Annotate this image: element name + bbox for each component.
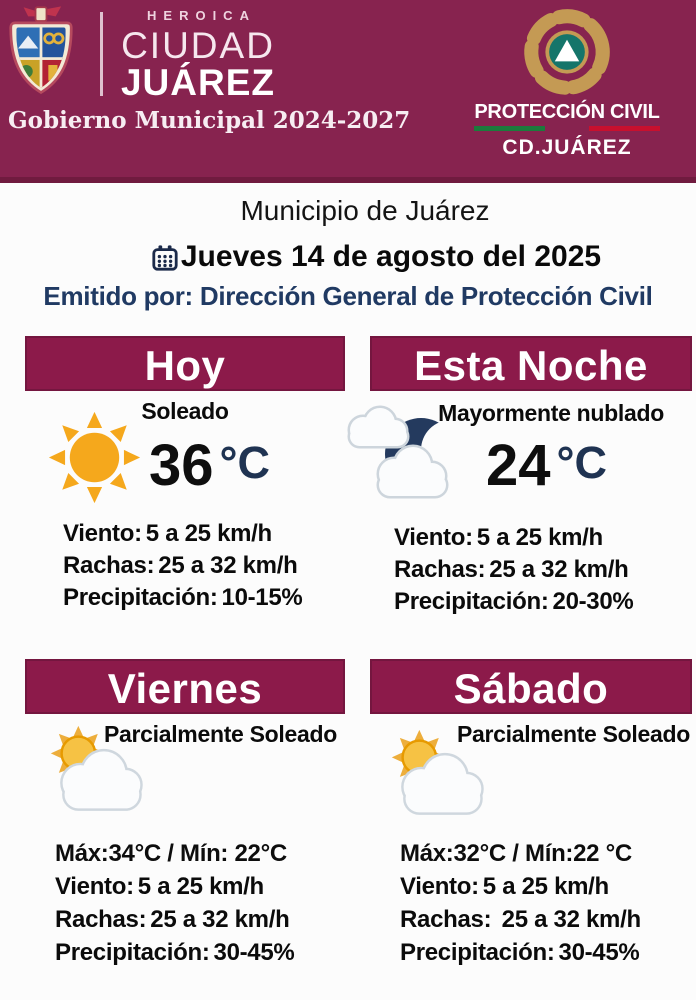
clouds-moon-icon bbox=[338, 402, 473, 512]
condition-label: Mayormente nublado bbox=[438, 400, 664, 426]
proteccion-civil-emblem-icon bbox=[520, 5, 614, 99]
condition-label: Parcialmente Soleado bbox=[103, 721, 337, 747]
heroica-label: HEROICA bbox=[147, 8, 256, 23]
condition-label: Parcialmente Soleado bbox=[456, 721, 690, 747]
temperature bbox=[149, 432, 270, 499]
tricolor-white bbox=[545, 126, 590, 131]
sun-behind-cloud-icon bbox=[39, 719, 157, 829]
city-coat-of-arms-icon bbox=[8, 4, 74, 104]
proteccion-civil-block bbox=[466, 5, 668, 160]
date-label: Jueves 14 de agosto del 2025 bbox=[180, 240, 602, 273]
temperature-unit: °C bbox=[556, 437, 608, 488]
forecast-card-hoy bbox=[25, 336, 345, 626]
forecast-details bbox=[25, 518, 345, 614]
gusts-line: Rachas: 25 a 32 km/h bbox=[55, 906, 290, 933]
tricolor-red bbox=[589, 126, 660, 131]
wind-line: Viento: 5 a 25 km/h bbox=[55, 873, 264, 900]
temperature-value: 24 bbox=[486, 433, 551, 498]
precipitation-line: Precipitación: 30-45% bbox=[55, 939, 295, 966]
gusts-line: Rachas: 25 a 32 km/h bbox=[400, 906, 641, 933]
sun-behind-cloud-icon bbox=[380, 723, 498, 833]
wind-line: Viento: 5 a 25 km/h bbox=[63, 520, 272, 547]
issued-by-label: Emitido por: Dirección General de Protección Civil bbox=[43, 281, 653, 311]
temperature-unit: °C bbox=[219, 437, 271, 488]
condition-label: Soleado bbox=[141, 398, 229, 424]
city-wordmark bbox=[112, 8, 284, 102]
tricolor-bar bbox=[474, 126, 660, 131]
cd-juarez-label: CD.JUÁREZ bbox=[502, 136, 632, 159]
precipitation-line: Precipitación: 10-15% bbox=[63, 584, 303, 611]
forecast-card-esta-noche bbox=[370, 336, 692, 626]
juarez-label: JUÁREZ bbox=[120, 62, 276, 103]
wind-line: Viento: 5 a 25 km/h bbox=[394, 524, 603, 551]
card-title-viernes: Viernes bbox=[25, 659, 345, 714]
card-title-esta-noche: Esta Noche bbox=[370, 336, 692, 391]
sun-icon bbox=[47, 410, 142, 505]
banner bbox=[0, 0, 696, 183]
card-title-sabado: Sábado bbox=[370, 659, 692, 714]
gobierno-municipal-label: Gobierno Municipal 2024-2027 bbox=[8, 107, 411, 134]
tricolor-green bbox=[474, 126, 545, 131]
gusts-line: Rachas: 25 a 32 km/h bbox=[394, 556, 629, 583]
card-title-hoy: Hoy bbox=[25, 336, 345, 391]
precipitation-line: Precipitación: 20-30% bbox=[394, 588, 634, 615]
forecast-card-viernes bbox=[25, 659, 345, 974]
bulletin-titles bbox=[0, 195, 696, 312]
forecast-details bbox=[25, 837, 345, 969]
forecast-details bbox=[370, 837, 692, 969]
municipio-title: Municipio de Juárez bbox=[240, 195, 490, 226]
forecast-details bbox=[370, 522, 692, 618]
wind-line: Viento: 5 a 25 km/h bbox=[400, 873, 609, 900]
forecast-card-sabado bbox=[370, 659, 692, 974]
gusts-line: Rachas: 25 a 32 km/h bbox=[63, 552, 298, 579]
ciudad-label: CIUDAD bbox=[121, 25, 275, 66]
date-row bbox=[0, 240, 696, 274]
proteccion-civil-label: PROTECCIÓN CIVIL bbox=[474, 101, 660, 123]
temperature-value: 36 bbox=[149, 433, 214, 498]
temperature bbox=[486, 432, 607, 499]
max-min-line: Máx:32°C / Mín:22 °C bbox=[400, 840, 632, 867]
banner-divider bbox=[100, 12, 103, 96]
calendar-icon bbox=[151, 244, 179, 272]
max-min-line: Máx:34°C / Mín: 22°C bbox=[55, 840, 287, 867]
precipitation-line: Precipitación: 30-45% bbox=[400, 939, 640, 966]
